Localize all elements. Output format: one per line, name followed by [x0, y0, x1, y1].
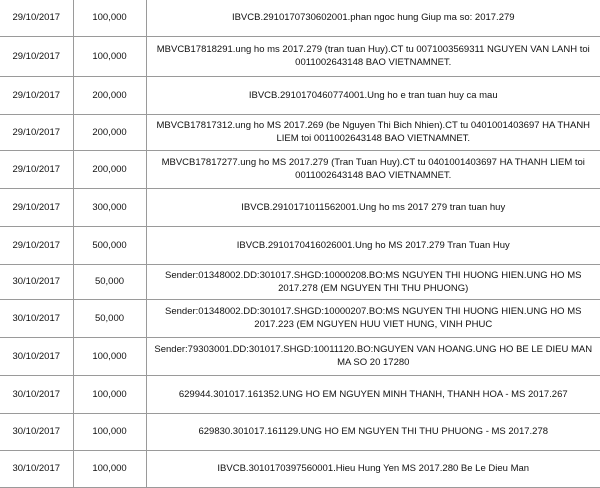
amount-cell: 50,000 — [73, 264, 146, 299]
date-cell: 30/10/2017 — [0, 299, 73, 337]
description-cell: MBVCB17817277.ung ho MS 2017.279 (Tran Tuan Huy).CT tu 0401001403697 HA THANH LIEM toi 0011002643148 BAO VIETNAMNET. — [146, 150, 600, 188]
table-row — [0, 299, 600, 337]
description-cell: MBVCB17818291.ung ho ms 2017.279 (tran tuan Huy).CT tu 0071003569311 NGUYEN VAN LANH toi 0011002643148 BAO VIETNAMNET. — [146, 36, 600, 76]
amount-cell: 100,000 — [73, 36, 146, 76]
date-cell: 30/10/2017 — [0, 337, 73, 375]
date-cell: 29/10/2017 — [0, 36, 73, 76]
table-row — [0, 413, 600, 450]
amount-cell: 100,000 — [73, 375, 146, 413]
table-row — [0, 36, 600, 76]
table-row — [0, 188, 600, 226]
amount-cell: 100,000 — [73, 413, 146, 450]
date-cell: 29/10/2017 — [0, 114, 73, 150]
amount-cell: 50,000 — [73, 299, 146, 337]
description-cell: IBVCB.2910171011562001.Ung ho ms 2017 279 tran tuan huy — [146, 188, 600, 226]
description-cell: MBVCB17817312.ung ho MS 2017.269 (be Nguyen Thi Bich Nhien).CT tu 0401001403697 HA THANH LIEM toi 0011002643148 BAO VIETNAMNET. — [146, 114, 600, 150]
amount-cell: 500,000 — [73, 226, 146, 264]
amount-cell: 200,000 — [73, 114, 146, 150]
date-cell: 30/10/2017 — [0, 264, 73, 299]
table-row — [0, 114, 600, 150]
date-cell: 29/10/2017 — [0, 150, 73, 188]
description-cell: Sender:01348002.DD:301017.SHGD:10000208.BO:MS NGUYEN THI HUONG HIEN.UNG HO MS 2017.278 (EM NGUYEN THI THU PHUONG) — [146, 264, 600, 299]
description-cell: Sender:01348002.DD:301017.SHGD:10000207.BO:MS NGUYEN THI HUONG HIEN.UNG HO MS 2017.223 (EM NGUYEN HUU VIET HUNG, VINH PHUC — [146, 299, 600, 337]
table-row — [0, 226, 600, 264]
amount-cell: 200,000 — [73, 76, 146, 114]
description-cell: IBVCB.2910170730602001.phan ngoc hung Giup ma so: 2017.279 — [146, 0, 600, 36]
date-cell: 30/10/2017 — [0, 413, 73, 450]
date-cell: 30/10/2017 — [0, 375, 73, 413]
amount-cell: 200,000 — [73, 150, 146, 188]
date-cell: 29/10/2017 — [0, 0, 73, 36]
table-row — [0, 0, 600, 36]
table-row — [0, 76, 600, 114]
table-row — [0, 264, 600, 299]
amount-cell: 100,000 — [73, 337, 146, 375]
date-cell: 30/10/2017 — [0, 450, 73, 487]
date-cell: 29/10/2017 — [0, 188, 73, 226]
amount-cell: 300,000 — [73, 188, 146, 226]
description-cell: 629944.301017.161352.UNG HO EM NGUYEN MINH THANH, THANH HOA - MS 2017.267 — [146, 375, 600, 413]
date-cell: 29/10/2017 — [0, 226, 73, 264]
table-row — [0, 450, 600, 487]
description-cell: 629830.301017.161129.UNG HO EM NGUYEN THI THU PHUONG - MS 2017.278 — [146, 413, 600, 450]
table-row — [0, 150, 600, 188]
table-row — [0, 337, 600, 375]
date-cell: 29/10/2017 — [0, 76, 73, 114]
description-cell: IBVCB.3010170397560001.Hieu Hung Yen MS 2017.280 Be Le Dieu Man — [146, 450, 600, 487]
description-cell: IBVCB.2910170416026001.Ung ho MS 2017.279 Tran Tuan Huy — [146, 226, 600, 264]
amount-cell: 100,000 — [73, 450, 146, 487]
description-cell: IBVCB.2910170460774001.Ung ho e tran tuan huy ca mau — [146, 76, 600, 114]
table-row — [0, 375, 600, 413]
amount-cell: 100,000 — [73, 0, 146, 36]
description-cell: Sender:79303001.DD:301017.SHGD:10011120.BO:NGUYEN VAN HOANG.UNG HO BE LE DIEU MAN MA SO 20 17280 — [146, 337, 600, 375]
